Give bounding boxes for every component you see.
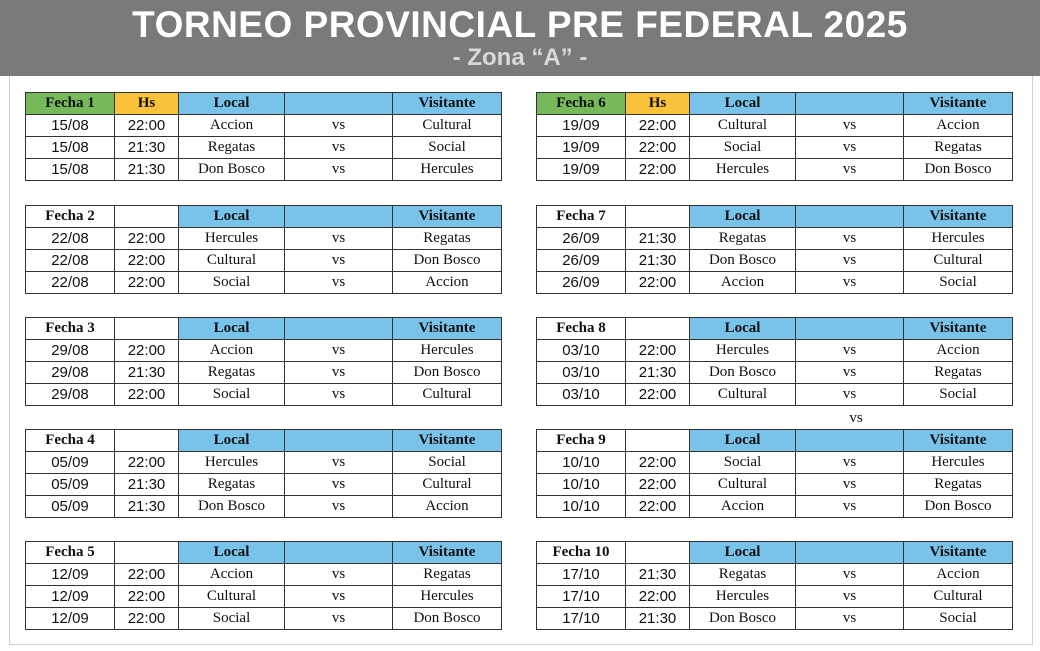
page-header — [0, 0, 1040, 76]
match-time: 22:00 — [115, 340, 179, 362]
match-visitante: Don Bosco — [904, 159, 1013, 181]
match-time: 22:00 — [115, 564, 179, 586]
match-visitante: Hercules — [393, 340, 502, 362]
fecha-table — [536, 205, 1013, 294]
fecha-header-row — [537, 542, 1013, 564]
vs-header — [796, 93, 904, 115]
match-local: Hercules — [179, 228, 285, 250]
match-date: 17/10 — [537, 586, 626, 608]
match-row — [26, 384, 502, 406]
visitante-header: Visitante — [904, 206, 1013, 228]
match-visitante: Don Bosco — [393, 362, 502, 384]
match-row — [26, 564, 502, 586]
fecha-label: Fecha 6 — [537, 93, 626, 115]
match-row — [537, 159, 1013, 181]
match-visitante: Cultural — [393, 474, 502, 496]
fecha-label: Fecha 7 — [537, 206, 626, 228]
match-visitante: Regatas — [904, 474, 1013, 496]
match-visitante: Cultural — [393, 384, 502, 406]
fecha-header-row — [537, 430, 1013, 452]
match-local: Don Bosco — [690, 250, 796, 272]
local-header: Local — [690, 430, 796, 452]
match-local: Hercules — [179, 452, 285, 474]
match-visitante: Don Bosco — [393, 608, 502, 630]
hs-header: Hs — [115, 93, 179, 115]
vs-header — [285, 93, 393, 115]
match-time: 22:00 — [115, 250, 179, 272]
match-local: Accion — [690, 496, 796, 518]
visitante-header: Visitante — [393, 542, 502, 564]
match-row — [26, 340, 502, 362]
hs-header — [626, 430, 690, 452]
match-vs: vs — [796, 159, 904, 181]
match-row — [26, 496, 502, 518]
fecha-label: Fecha 4 — [26, 430, 115, 452]
fecha-label: Fecha 1 — [26, 93, 115, 115]
match-local: Accion — [179, 340, 285, 362]
match-vs: vs — [285, 474, 393, 496]
visitante-header: Visitante — [904, 318, 1013, 340]
hs-header — [626, 542, 690, 564]
match-time: 21:30 — [626, 564, 690, 586]
match-date: 19/09 — [537, 159, 626, 181]
match-visitante: Social — [393, 452, 502, 474]
match-row — [537, 384, 1013, 406]
match-date: 15/08 — [26, 115, 115, 137]
match-date: 12/09 — [26, 564, 115, 586]
match-time: 22:00 — [115, 586, 179, 608]
match-row — [537, 340, 1013, 362]
match-visitante: Social — [393, 137, 502, 159]
match-local: Don Bosco — [179, 159, 285, 181]
match-date: 26/09 — [537, 228, 626, 250]
match-vs: vs — [796, 564, 904, 586]
match-time: 22:00 — [626, 474, 690, 496]
match-time: 22:00 — [115, 608, 179, 630]
match-date: 15/08 — [26, 137, 115, 159]
vs-header — [285, 318, 393, 340]
match-row — [537, 586, 1013, 608]
match-vs: vs — [285, 384, 393, 406]
match-vs: vs — [285, 608, 393, 630]
match-vs: vs — [796, 228, 904, 250]
match-row — [26, 137, 502, 159]
match-date: 22/08 — [26, 250, 115, 272]
match-date: 05/09 — [26, 452, 115, 474]
match-local: Don Bosco — [179, 496, 285, 518]
match-local: Cultural — [690, 474, 796, 496]
match-row — [26, 272, 502, 294]
match-date: 17/10 — [537, 608, 626, 630]
match-visitante: Accion — [904, 115, 1013, 137]
fecha-label: Fecha 2 — [26, 206, 115, 228]
match-date: 26/09 — [537, 250, 626, 272]
match-local: Hercules — [690, 340, 796, 362]
fecha-table — [25, 541, 502, 630]
match-local: Social — [179, 384, 285, 406]
fecha-label: Fecha 9 — [537, 430, 626, 452]
fecha-label: Fecha 5 — [26, 542, 115, 564]
match-row — [26, 362, 502, 384]
match-visitante: Cultural — [904, 250, 1013, 272]
match-row — [537, 564, 1013, 586]
match-date: 10/10 — [537, 496, 626, 518]
stray-vs-label: vs — [849, 410, 863, 426]
match-time: 22:00 — [626, 340, 690, 362]
hs-header — [115, 542, 179, 564]
match-date: 19/09 — [537, 115, 626, 137]
match-row — [26, 608, 502, 630]
fecha-table — [536, 92, 1013, 181]
page-title: TORNEO PROVINCIAL PRE FEDERAL 2025 — [132, 4, 908, 45]
match-time: 22:00 — [626, 272, 690, 294]
match-local: Regatas — [179, 137, 285, 159]
match-time: 22:00 — [626, 159, 690, 181]
match-row — [537, 115, 1013, 137]
match-row — [537, 228, 1013, 250]
match-local: Social — [179, 272, 285, 294]
local-header: Local — [690, 318, 796, 340]
match-date: 19/09 — [537, 137, 626, 159]
visitante-header: Visitante — [904, 542, 1013, 564]
match-row — [537, 272, 1013, 294]
match-local: Accion — [690, 272, 796, 294]
match-date: 12/09 — [26, 608, 115, 630]
visitante-header: Visitante — [904, 430, 1013, 452]
match-vs: vs — [285, 340, 393, 362]
hs-header: Hs — [626, 93, 690, 115]
match-row — [537, 452, 1013, 474]
match-date: 15/08 — [26, 159, 115, 181]
match-local: Cultural — [690, 384, 796, 406]
local-header: Local — [179, 93, 285, 115]
match-local: Accion — [179, 115, 285, 137]
hs-header — [115, 206, 179, 228]
match-vs: vs — [796, 586, 904, 608]
match-row — [537, 362, 1013, 384]
vs-header — [285, 206, 393, 228]
local-header: Local — [690, 206, 796, 228]
match-row — [26, 452, 502, 474]
hs-header — [115, 430, 179, 452]
fecha-table — [25, 205, 502, 294]
match-vs: vs — [796, 137, 904, 159]
match-local: Regatas — [179, 474, 285, 496]
match-row — [26, 474, 502, 496]
match-row — [26, 159, 502, 181]
match-visitante: Accion — [393, 272, 502, 294]
match-visitante: Accion — [904, 340, 1013, 362]
match-date: 29/08 — [26, 362, 115, 384]
match-row — [537, 250, 1013, 272]
match-row — [26, 586, 502, 608]
match-time: 22:00 — [115, 115, 179, 137]
local-header: Local — [179, 318, 285, 340]
match-vs: vs — [285, 250, 393, 272]
match-local: Social — [179, 608, 285, 630]
local-header: Local — [179, 206, 285, 228]
fecha-table — [536, 317, 1013, 406]
match-vs: vs — [285, 496, 393, 518]
match-date: 22/08 — [26, 228, 115, 250]
match-date: 03/10 — [537, 362, 626, 384]
match-visitante: Cultural — [393, 115, 502, 137]
match-date: 12/09 — [26, 586, 115, 608]
match-date: 05/09 — [26, 474, 115, 496]
match-local: Cultural — [690, 115, 796, 137]
fecha-label: Fecha 8 — [537, 318, 626, 340]
local-header: Local — [179, 430, 285, 452]
fecha-header-row — [26, 430, 502, 452]
match-vs: vs — [285, 159, 393, 181]
fecha-header-row — [537, 206, 1013, 228]
match-time: 22:00 — [626, 496, 690, 518]
match-date: 29/08 — [26, 340, 115, 362]
match-vs: vs — [796, 608, 904, 630]
vs-header — [796, 318, 904, 340]
match-time: 22:00 — [626, 452, 690, 474]
match-date: 10/10 — [537, 474, 626, 496]
match-visitante: Cultural — [904, 586, 1013, 608]
match-vs: vs — [796, 272, 904, 294]
match-visitante: Hercules — [393, 159, 502, 181]
match-vs: vs — [796, 362, 904, 384]
vs-header — [796, 430, 904, 452]
match-visitante: Social — [904, 608, 1013, 630]
match-time: 22:00 — [626, 384, 690, 406]
match-local: Don Bosco — [690, 608, 796, 630]
match-visitante: Regatas — [393, 228, 502, 250]
match-local: Hercules — [690, 586, 796, 608]
match-visitante: Social — [904, 272, 1013, 294]
match-local: Cultural — [179, 250, 285, 272]
match-time: 22:00 — [626, 586, 690, 608]
fecha-label: Fecha 10 — [537, 542, 626, 564]
match-local: Social — [690, 452, 796, 474]
match-time: 21:30 — [115, 474, 179, 496]
hs-header — [626, 318, 690, 340]
match-local: Hercules — [690, 159, 796, 181]
match-vs: vs — [796, 496, 904, 518]
fecha-label: Fecha 3 — [26, 318, 115, 340]
match-row — [537, 474, 1013, 496]
match-time: 21:30 — [115, 362, 179, 384]
match-row — [26, 228, 502, 250]
fecha-header-row — [26, 93, 502, 115]
match-vs: vs — [285, 272, 393, 294]
match-local: Regatas — [690, 564, 796, 586]
match-time: 22:00 — [115, 228, 179, 250]
match-visitante: Don Bosco — [393, 250, 502, 272]
match-vs: vs — [796, 340, 904, 362]
match-time: 22:00 — [626, 115, 690, 137]
match-visitante: Hercules — [904, 228, 1013, 250]
match-date: 17/10 — [537, 564, 626, 586]
fecha-table — [25, 92, 502, 181]
match-local: Regatas — [179, 362, 285, 384]
match-visitante: Hercules — [393, 586, 502, 608]
match-row — [26, 115, 502, 137]
match-vs: vs — [796, 474, 904, 496]
match-time: 21:30 — [115, 137, 179, 159]
fecha-table — [536, 541, 1013, 630]
match-date: 03/10 — [537, 340, 626, 362]
fecha-table — [536, 429, 1013, 518]
local-header: Local — [179, 542, 285, 564]
match-visitante: Regatas — [904, 137, 1013, 159]
page-subtitle: - Zona “A” - — [452, 44, 588, 71]
match-time: 21:30 — [626, 228, 690, 250]
hs-header — [626, 206, 690, 228]
match-time: 21:30 — [115, 496, 179, 518]
match-row — [537, 608, 1013, 630]
match-vs: vs — [285, 137, 393, 159]
match-time: 21:30 — [115, 159, 179, 181]
match-vs: vs — [285, 564, 393, 586]
vs-header — [796, 206, 904, 228]
fecha-table — [25, 317, 502, 406]
match-visitante: Regatas — [904, 362, 1013, 384]
hs-header — [115, 318, 179, 340]
match-local: Don Bosco — [690, 362, 796, 384]
match-time: 22:00 — [626, 137, 690, 159]
match-vs: vs — [285, 362, 393, 384]
match-vs: vs — [285, 228, 393, 250]
match-date: 10/10 — [537, 452, 626, 474]
match-time: 22:00 — [115, 272, 179, 294]
fecha-header-row — [26, 318, 502, 340]
visitante-header: Visitante — [393, 206, 502, 228]
visitante-header: Visitante — [393, 93, 502, 115]
match-visitante: Regatas — [393, 564, 502, 586]
match-local: Social — [690, 137, 796, 159]
match-date: 26/09 — [537, 272, 626, 294]
match-row — [537, 496, 1013, 518]
match-vs: vs — [285, 115, 393, 137]
match-date: 05/09 — [26, 496, 115, 518]
match-visitante: Don Bosco — [904, 496, 1013, 518]
fecha-header-row — [26, 206, 502, 228]
fecha-table — [25, 429, 502, 518]
match-vs: vs — [796, 115, 904, 137]
match-date: 03/10 — [537, 384, 626, 406]
match-visitante: Hercules — [904, 452, 1013, 474]
match-local: Cultural — [179, 586, 285, 608]
match-local: Regatas — [690, 228, 796, 250]
match-time: 21:30 — [626, 250, 690, 272]
match-time: 21:30 — [626, 608, 690, 630]
match-vs: vs — [796, 452, 904, 474]
match-visitante: Accion — [904, 564, 1013, 586]
match-date: 22/08 — [26, 272, 115, 294]
local-header: Local — [690, 542, 796, 564]
vs-header — [796, 542, 904, 564]
match-time: 22:00 — [115, 384, 179, 406]
match-local: Accion — [179, 564, 285, 586]
match-row — [537, 137, 1013, 159]
fecha-header-row — [537, 318, 1013, 340]
match-time: 21:30 — [626, 362, 690, 384]
match-vs: vs — [796, 384, 904, 406]
match-vs: vs — [285, 452, 393, 474]
match-row — [26, 250, 502, 272]
match-vs: vs — [796, 250, 904, 272]
vs-header — [285, 430, 393, 452]
fecha-header-row — [26, 542, 502, 564]
match-visitante: Social — [904, 384, 1013, 406]
vs-header — [285, 542, 393, 564]
visitante-header: Visitante — [904, 93, 1013, 115]
visitante-header: Visitante — [393, 318, 502, 340]
match-visitante: Accion — [393, 496, 502, 518]
match-time: 22:00 — [115, 452, 179, 474]
local-header: Local — [690, 93, 796, 115]
fecha-header-row — [537, 93, 1013, 115]
match-date: 29/08 — [26, 384, 115, 406]
match-vs: vs — [285, 586, 393, 608]
visitante-header: Visitante — [393, 430, 502, 452]
